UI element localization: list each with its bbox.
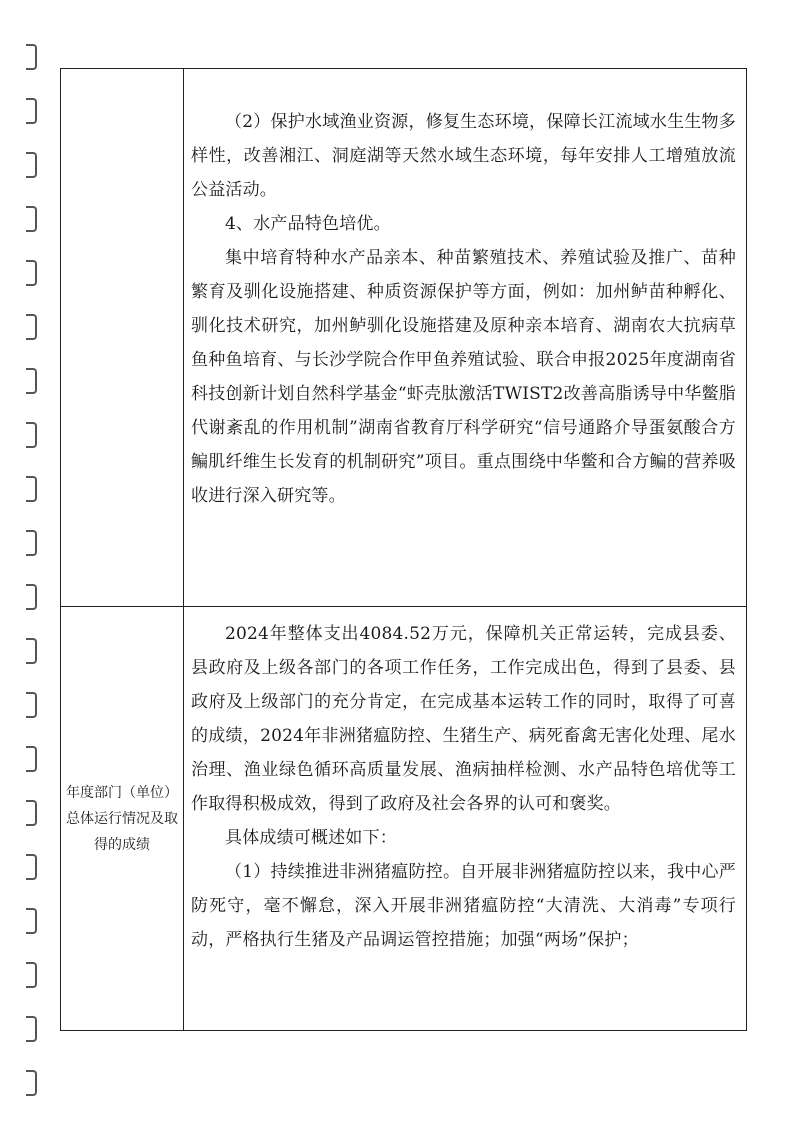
binder-hole	[26, 638, 37, 664]
paragraph-swine-fever: （1）持续推进非洲猪瘟防控。自开展非洲猪瘟防控以来，我中心严防死守，毫不懈怠，深入开展非洲猪瘟防控“大清洗、大消毒”专项行动，严格执行生猪及产品调运管控措施；加强“两场”保护；	[191, 862, 736, 950]
paragraph-fishery-protection: （2）保护水域渔业资源，修复生态环境，保障长江流域水生生物多样性，改善湘江、洞庭湖等天然水域生态环境，每年安排人工增殖放流公益活动。	[191, 112, 736, 200]
binder-hole	[26, 152, 37, 178]
binder-hole	[26, 692, 37, 718]
column-divider	[183, 607, 184, 1030]
paragraph-heading-aquatic: 4、水产品特色培优。	[225, 214, 391, 234]
binder-hole	[26, 314, 37, 340]
binder-margin	[0, 0, 40, 1122]
row-label-cell	[61, 607, 183, 1030]
binder-hole	[26, 260, 37, 286]
binder-hole	[26, 530, 37, 556]
binder-hole	[26, 1016, 37, 1042]
binder-hole	[26, 422, 37, 448]
binder-hole	[26, 800, 37, 826]
binder-hole	[26, 44, 37, 70]
binder-hole	[26, 1070, 37, 1096]
table-row-project-continuation	[61, 69, 746, 607]
paragraph-achievement-intro: 具体成绩可概述如下：	[225, 828, 397, 848]
row-content	[191, 617, 736, 957]
binder-hole	[26, 854, 37, 880]
binder-hole	[26, 98, 37, 124]
binder-hole	[26, 746, 37, 772]
binder-hole	[26, 908, 37, 934]
binder-hole	[26, 368, 37, 394]
paragraph-expenditure-summary: 2024年整体支出4084.52万元，保障机关正常运转，完成县委、县政府及上级各部门的各项工作任务，工作完成出色，得到了县委、县政府及上级部门的充分肯定，在完成基本运转工作的同时，取得了可喜的成绩，2024年非洲猪瘟防控、生猪生产、病死畜禽无害化处理、尾水治理、渔业绿色循环高质量发展、渔病抽样检测、水产品特色培优等工作取得积极成效，得到了政府及社会各界的认可和褒奖。	[191, 624, 736, 814]
binder-hole	[26, 206, 37, 232]
binder-hole	[26, 962, 37, 988]
binder-hole	[26, 584, 37, 610]
paragraph-aquatic-breeding: 集中培育特种水产品亲本、种苗繁殖技术、养殖试验及推广、苗种繁育及驯化设施搭建、种质资源保护等方面，例如：加州鲈苗种孵化、驯化技术研究，加州鲈驯化设施搭建及原种亲本培育、湖南农大抗病草鱼种鱼培育、与长沙学院合作甲鱼养殖试验、联合申报2025年度湖南省科技创新计划自然科学基金“虾壳肽激活TWIST2改善高脂诱导中华鳖脂代谢紊乱的作用机制”湖南省教育厅科学研究“信号通路介导蛋氨酸合方鳊肌纤维生长发育的机制研究”项目。重点围绕中华鳖和合方鳊的营养吸收进行深入研究等。	[191, 248, 736, 506]
table-row-annual-operation	[61, 607, 746, 1030]
binder-hole	[26, 476, 37, 502]
column-divider	[183, 69, 184, 606]
report-table	[60, 68, 747, 1031]
row-label: 年度部门（单位）总体运行情况及取得的成绩	[66, 784, 178, 853]
row-content	[191, 105, 736, 513]
row-label-cell-empty	[61, 69, 183, 606]
